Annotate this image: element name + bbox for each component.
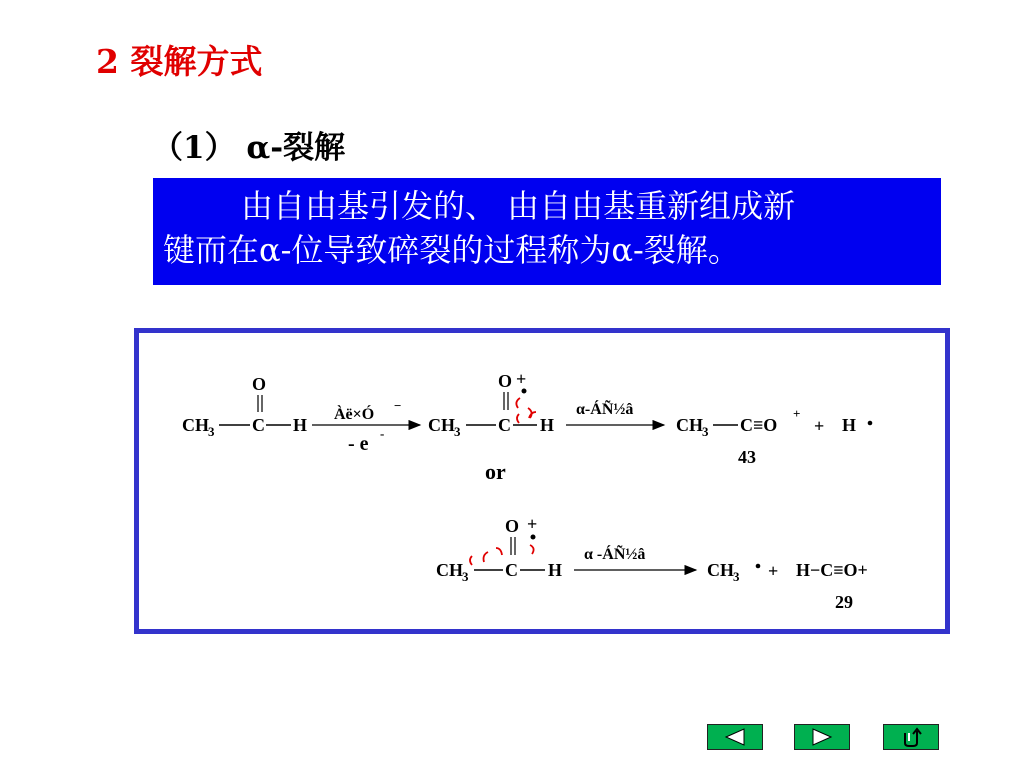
alpha-cleavage-arrow-2 bbox=[574, 544, 696, 570]
mass-43: 43 bbox=[738, 447, 756, 467]
prod1-sub3: 3 bbox=[702, 424, 709, 439]
electron-arrow-curve bbox=[516, 398, 520, 408]
methyl-radical: CH bbox=[707, 560, 734, 580]
ion1-h: H bbox=[540, 415, 555, 435]
ion2-c: C bbox=[505, 560, 518, 580]
electron-arrow-curve bbox=[470, 556, 472, 565]
electron-loss-sup: - bbox=[380, 426, 385, 441]
electron-arrow-curve bbox=[517, 414, 519, 423]
electron-arrow-curve bbox=[496, 548, 502, 555]
ion1-sub3: 3 bbox=[454, 424, 461, 439]
definition-line-2: 键而在α-位导致碎裂的过程称为α-裂解。 bbox=[163, 231, 740, 269]
prev-slide-button[interactable] bbox=[707, 724, 763, 750]
ion2-h: H bbox=[548, 560, 563, 580]
ion2-o: O bbox=[505, 516, 520, 536]
reactant-sub3: 3 bbox=[208, 424, 215, 439]
products-2 bbox=[707, 560, 868, 612]
ionization-label: Àë×Ó bbox=[334, 406, 375, 423]
reactant-h: H bbox=[293, 415, 308, 435]
mass-29: 29 bbox=[835, 592, 853, 612]
electron-arrow-curve bbox=[529, 412, 536, 418]
cleavage-label-1: α-ÁÑ½â bbox=[576, 401, 634, 418]
h-radical-dot bbox=[868, 421, 873, 426]
section-subtitle: （1） α-裂解 bbox=[152, 130, 346, 166]
return-button[interactable] bbox=[883, 724, 939, 750]
products-1 bbox=[676, 406, 872, 467]
acylium-ion: C≡O bbox=[740, 415, 778, 435]
or-label: or bbox=[485, 459, 506, 484]
reactant-c: C bbox=[252, 415, 265, 435]
return-arrow-icon bbox=[900, 727, 922, 747]
electron-loss-label: - e bbox=[348, 433, 369, 455]
formyl-ion: H−C≡O+ bbox=[796, 560, 868, 580]
ion1-c: C bbox=[498, 415, 511, 435]
electron-arrow-curve bbox=[530, 545, 534, 554]
radical-dot bbox=[522, 389, 527, 394]
prod1-plus: + bbox=[814, 416, 825, 436]
reactant-acetaldehyde bbox=[182, 374, 307, 439]
prod2-plus: + bbox=[768, 561, 779, 581]
ion1-ch: CH bbox=[428, 415, 455, 435]
molecular-ion-2 bbox=[436, 514, 562, 584]
reactant-o: O bbox=[252, 374, 267, 394]
slide-title: 2 裂解方式 bbox=[96, 42, 263, 81]
definition-line-1: 由自由基引发的、 由自由基重新组成新 bbox=[241, 187, 796, 225]
ion2-sub3: 3 bbox=[462, 569, 469, 584]
molecular-ion-1 bbox=[428, 369, 554, 439]
triangle-right-icon bbox=[810, 728, 834, 746]
cleavage-label-2: α -ÁÑ½â bbox=[584, 546, 646, 563]
ion1-charge: + bbox=[516, 369, 527, 389]
hydrogen-radical: H bbox=[842, 415, 857, 435]
ion2-ch: CH bbox=[436, 560, 463, 580]
ionization-arrow bbox=[312, 398, 420, 455]
ion1-o: O bbox=[498, 371, 513, 391]
triangle-left-icon bbox=[723, 728, 747, 746]
acylium-charge: + bbox=[793, 406, 801, 421]
alpha-cleavage-arrow-1 bbox=[566, 399, 664, 425]
electron-arrow-curve bbox=[484, 552, 489, 562]
ionization-label-sup: − bbox=[394, 398, 402, 413]
next-slide-button[interactable] bbox=[794, 724, 850, 750]
prod1-ch: CH bbox=[676, 415, 703, 435]
ion2-charge: + bbox=[527, 514, 538, 534]
radical-dot bbox=[531, 535, 536, 540]
reactant-ch: CH bbox=[182, 415, 209, 435]
prod2-sub3: 3 bbox=[733, 569, 740, 584]
methyl-radical-dot bbox=[756, 564, 761, 569]
